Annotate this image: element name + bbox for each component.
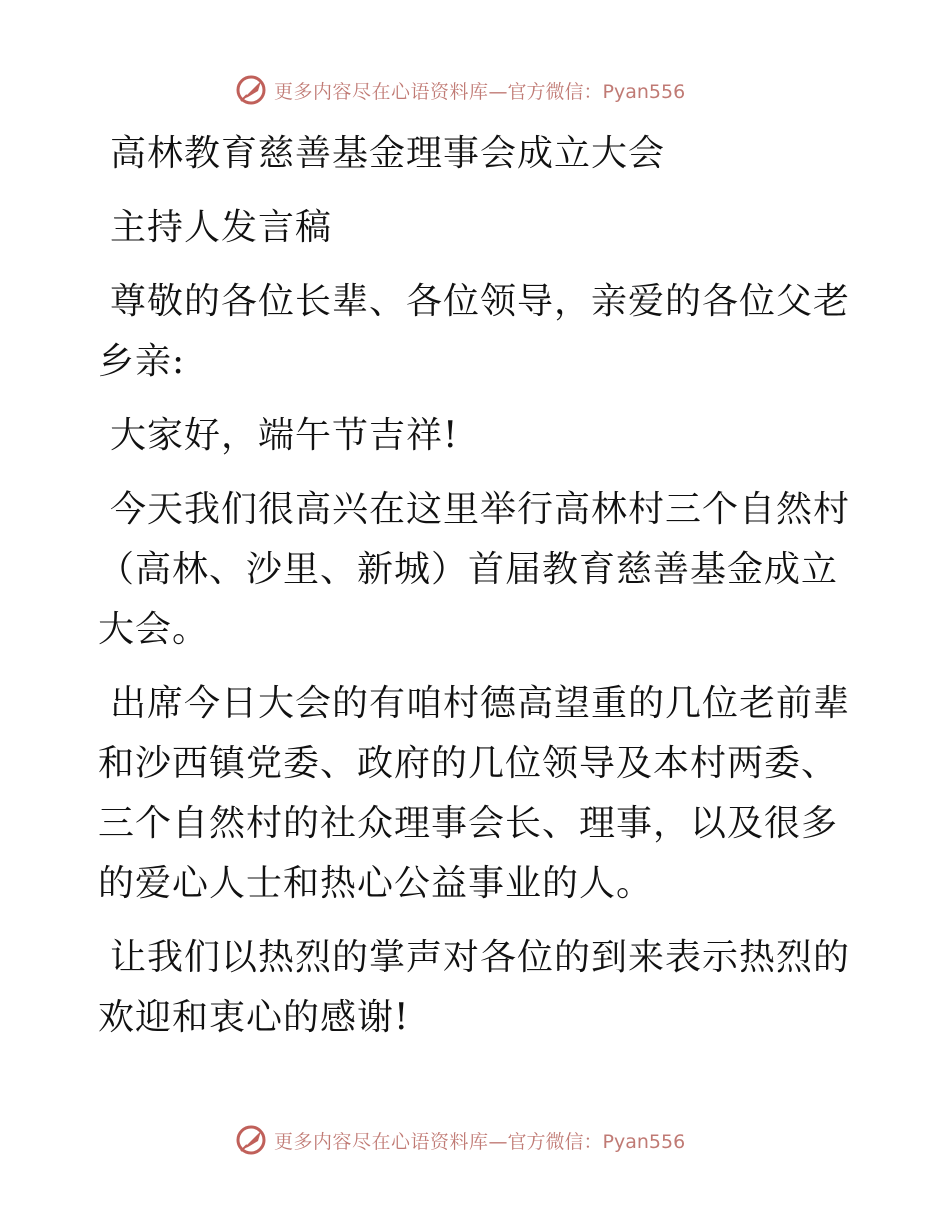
watermark-group <box>234 70 685 110</box>
quill-pen-logo-icon <box>234 1123 268 1157</box>
paragraph-wishes: 大家好，端午节吉祥! <box>110 415 459 456</box>
document-body <box>98 124 850 1062</box>
paragraph-opening: 今天我们很高兴在这里举行高林村三个自然村（高林、沙里、新城）首届教育慈善基金成立大会。 <box>98 489 851 650</box>
paragraph-attendees: 出席今日大会的有咱村德高望重的几位老前辈和沙西镇党委、政府的几位领导及本村两委、三个自然村的社众理事会长、理事，以及很多的爱心人士和热心公益事业的人。 <box>98 683 851 904</box>
watermark-contact: —官方微信：Pyan556 <box>488 1130 686 1153</box>
paragraph-thanks: 让我们以热烈的掌声对各位的到来表示热烈的欢迎和衷心的感谢! <box>98 937 851 1038</box>
watermark-text: 更多内容尽在心语资料库 <box>274 80 489 103</box>
document-subtitle: 主持人发言稿 <box>110 207 333 248</box>
paragraph-greeting: 尊敬的各位长辈、各位领导，亲爱的各位父老乡亲: <box>98 281 851 382</box>
watermark-group <box>234 1120 685 1160</box>
watermark-contact: —官方微信：Pyan556 <box>488 80 686 103</box>
document-title: 高林教育慈善基金理事会成立大会 <box>110 133 666 174</box>
footer-watermark <box>0 1120 950 1160</box>
watermark-text: 更多内容尽在心语资料库 <box>274 1130 489 1153</box>
header-watermark <box>0 70 950 110</box>
quill-pen-logo-icon <box>234 73 268 107</box>
